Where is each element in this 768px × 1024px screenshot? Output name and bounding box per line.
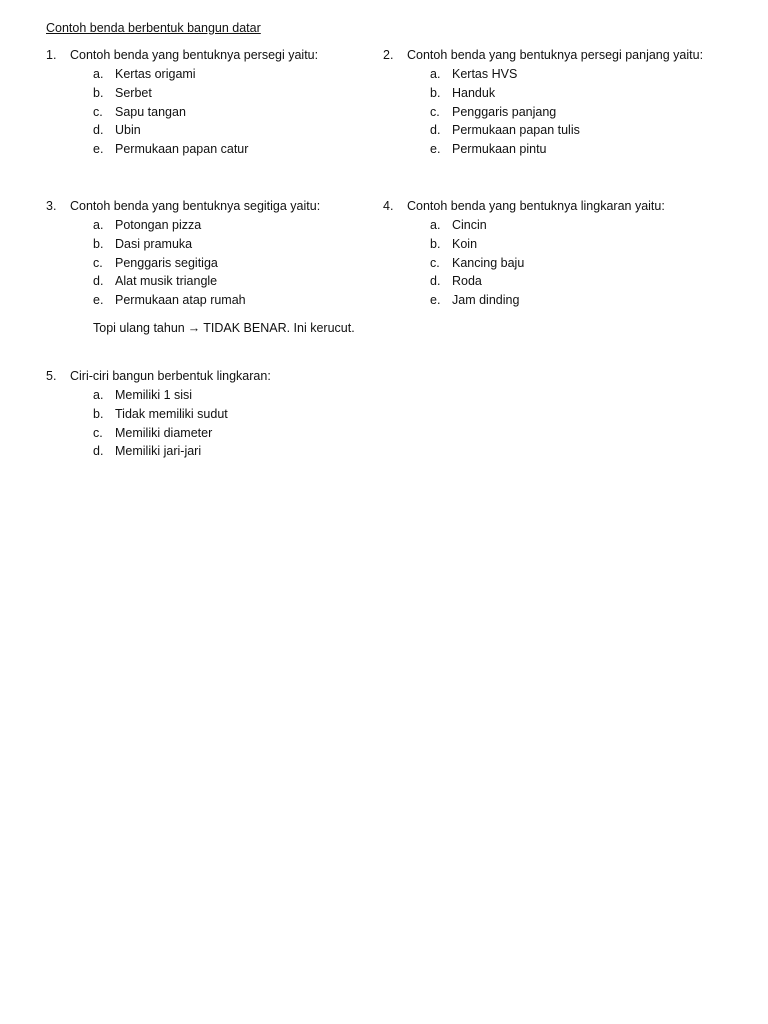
question-heading (383, 197, 713, 216)
item-letter: c. (93, 425, 103, 440)
question-heading (46, 197, 376, 216)
question-4 (383, 197, 713, 310)
list-item (383, 216, 713, 235)
item-letter: d. (93, 123, 104, 138)
item-letter: d. (93, 444, 104, 459)
item-text: Permukaan atap rumah (115, 293, 246, 308)
list-item (46, 405, 376, 424)
question-5 (46, 367, 376, 461)
list-item (46, 254, 376, 273)
item-letter: b. (430, 85, 441, 100)
answer-list (46, 216, 376, 310)
question-heading (46, 46, 376, 65)
list-item (46, 84, 376, 103)
item-text: Permukaan papan catur (115, 142, 249, 157)
item-text: Kertas origami (115, 67, 196, 81)
list-item (383, 291, 713, 310)
item-letter: e. (430, 293, 441, 308)
item-text: Potongan pizza (115, 218, 202, 232)
item-letter: b. (93, 406, 104, 421)
item-text: Sapu tangan (115, 104, 186, 119)
item-text: Roda (452, 274, 482, 289)
item-text: Memiliki jari-jari (115, 444, 202, 459)
question-heading (383, 46, 753, 65)
item-text: Cincin (452, 218, 487, 232)
item-letter: c. (93, 104, 103, 119)
item-text: Serbet (115, 85, 152, 100)
question-heading (46, 367, 376, 386)
answer-list (383, 216, 713, 310)
note-text-after: TIDAK BENAR. Ini kerucut. (203, 320, 355, 335)
answer-list (46, 386, 376, 461)
list-item (383, 140, 753, 159)
note-line (93, 319, 376, 338)
list-item (46, 103, 376, 122)
item-letter: d. (430, 274, 441, 289)
list-item (46, 386, 376, 405)
item-text: Alat musik triangle (115, 274, 218, 289)
list-item (383, 103, 753, 122)
item-text: Ubin (115, 123, 141, 138)
item-letter: d. (430, 123, 441, 138)
item-text: Jam dinding (452, 293, 520, 308)
item-text: Kancing baju (452, 255, 525, 270)
question-number: 2. (383, 48, 394, 62)
item-letter: e. (93, 142, 104, 157)
question-text: Ciri-ciri bangun berbentuk lingkaran: (70, 369, 271, 383)
right-arrow-icon: → (187, 320, 201, 335)
item-letter: b. (430, 236, 441, 251)
list-item (383, 65, 753, 84)
question-number: 1. (46, 48, 57, 62)
answer-list (46, 65, 376, 159)
item-letter: e. (430, 142, 441, 157)
item-letter: c. (93, 255, 103, 270)
question-text: Contoh benda yang bentuknya persegi panjang yaitu: (407, 48, 704, 62)
question-text: Contoh benda yang bentuknya lingkaran yaitu: (407, 199, 665, 213)
list-item (46, 235, 376, 254)
list-item (383, 84, 753, 103)
item-letter: b. (93, 85, 104, 100)
list-item (46, 121, 376, 140)
item-text: Handuk (452, 85, 496, 100)
item-text: Permukaan pintu (452, 142, 547, 157)
list-item (46, 272, 376, 291)
item-text: Kertas HVS (452, 67, 518, 81)
list-item (46, 65, 376, 84)
item-text: Permukaan papan tulis (452, 123, 580, 138)
item-text: Penggaris segitiga (115, 255, 218, 270)
question-text: Contoh benda yang bentuknya segitiga yaitu: (70, 199, 321, 213)
item-letter: b. (93, 236, 104, 251)
answer-list (383, 65, 753, 159)
item-text: Penggaris panjang (452, 104, 557, 119)
note-text-before: Topi ulang tahun (93, 320, 185, 335)
question-number: 4. (383, 199, 394, 213)
question-3 (46, 197, 376, 338)
list-item (46, 424, 376, 443)
document-title: Contoh benda berbentuk bangun datar (46, 21, 261, 35)
question-number: 3. (46, 199, 57, 213)
item-letter: a. (93, 218, 104, 232)
item-letter: a. (93, 67, 104, 81)
item-text: Memiliki 1 sisi (115, 388, 193, 402)
list-item (46, 216, 376, 235)
list-item (46, 442, 376, 461)
list-item (46, 140, 376, 159)
item-text: Tidak memiliki sudut (115, 406, 228, 421)
question-number: 5. (46, 369, 57, 383)
item-letter: d. (93, 274, 104, 289)
item-letter: a. (430, 67, 441, 81)
item-text: Koin (452, 236, 478, 251)
item-text: Memiliki diameter (115, 425, 213, 440)
item-text: Dasi pramuka (115, 236, 193, 251)
item-letter: c. (430, 104, 440, 119)
list-item (46, 291, 376, 310)
item-letter: c. (430, 255, 440, 270)
item-letter: e. (93, 293, 104, 308)
list-item (383, 121, 753, 140)
list-item (383, 272, 713, 291)
list-item (383, 235, 713, 254)
list-item (383, 254, 713, 273)
question-text: Contoh benda yang bentuknya persegi yaitu: (70, 48, 319, 62)
question-1 (46, 46, 376, 159)
item-letter: a. (430, 218, 441, 232)
question-2 (383, 46, 753, 159)
item-letter: a. (93, 388, 104, 402)
